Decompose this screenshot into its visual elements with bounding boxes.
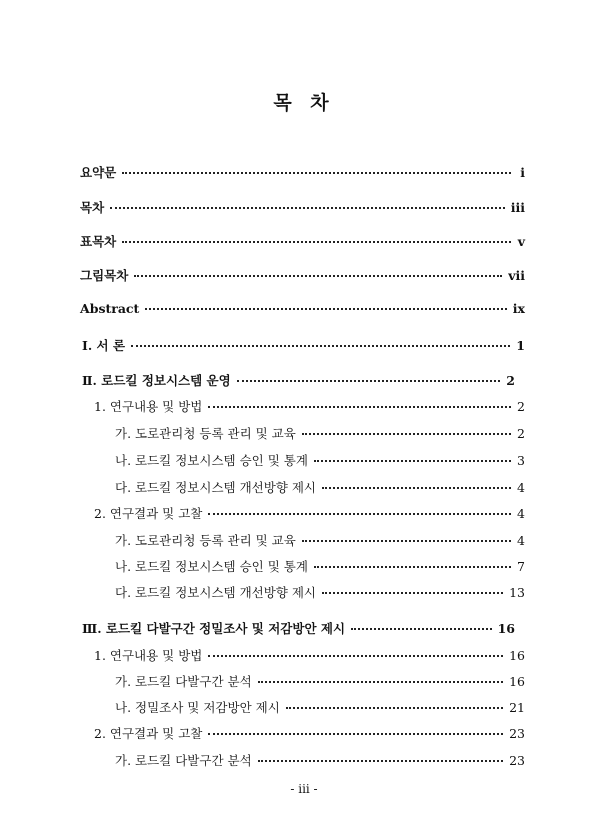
dot-leader — [122, 172, 511, 174]
toc-entry[interactable] — [115, 451, 525, 469]
toc-entry[interactable] — [82, 619, 515, 637]
page-title: 목 차 — [273, 92, 335, 114]
toc-entry[interactable] — [115, 478, 525, 496]
toc-entry-page: ix — [512, 301, 525, 316]
toc-entry-page: 2 — [506, 373, 515, 388]
toc-entry-label: 표목차 — [80, 234, 117, 249]
toc-entry-page: iii — [510, 200, 525, 215]
toc-entry[interactable] — [115, 557, 525, 575]
toc-entry-label: 2. 연구결과 및 고찰 — [94, 506, 203, 521]
toc-entry-page: 2 — [517, 399, 525, 414]
toc-entry[interactable] — [115, 751, 525, 769]
toc-entry-label: 나. 로드킬 정보시스템 승인 및 통계 — [115, 453, 308, 468]
dot-leader — [314, 460, 511, 462]
toc-entry-page: 3 — [517, 453, 525, 468]
toc-entry-page: 16 — [509, 648, 525, 663]
toc-entry[interactable] — [94, 724, 525, 742]
toc-entry-label: 가. 도로관리청 등록 관리 및 교육 — [115, 533, 296, 548]
toc-entry-label: Ⅰ. 서 론 — [82, 338, 126, 353]
toc-entry[interactable] — [80, 232, 525, 250]
toc-entry[interactable] — [94, 504, 525, 522]
toc-entry-label: 2. 연구결과 및 고찰 — [94, 726, 203, 741]
dot-leader — [322, 592, 503, 594]
toc-entry-page: 4 — [517, 480, 525, 495]
toc-entry-label: Ⅱ. 로드킬 정보시스템 운영 — [82, 373, 231, 388]
toc-entry-page: i — [520, 165, 525, 180]
dot-leader — [208, 406, 511, 408]
toc-entry-label: 가. 도로관리청 등록 관리 및 교육 — [115, 426, 296, 441]
toc-entry-label: 그림목차 — [80, 268, 129, 283]
dot-leader — [208, 513, 511, 515]
toc-entry[interactable] — [80, 301, 525, 319]
dot-leader — [122, 241, 511, 243]
toc-entry-page: 7 — [517, 559, 525, 574]
page-number-footer: - iii - — [290, 782, 318, 796]
toc-entry-page: vii — [508, 268, 525, 283]
dot-leader — [145, 308, 506, 310]
toc-entry[interactable] — [80, 198, 525, 216]
dot-leader — [258, 760, 503, 762]
dot-leader — [134, 275, 502, 277]
toc-entry[interactable] — [80, 266, 525, 284]
dot-leader — [237, 380, 501, 382]
toc-entry-page: 23 — [509, 726, 525, 741]
dot-leader — [131, 345, 510, 347]
toc-entry-label: 가. 로드킬 다발구간 분석 — [115, 753, 252, 768]
toc-entry-label: 다. 로드킬 정보시스템 개선방향 제시 — [115, 585, 316, 600]
toc-entry-label: 요약문 — [80, 165, 117, 180]
toc-entry-label: 1. 연구내용 및 방법 — [94, 648, 203, 663]
toc-entry[interactable] — [115, 698, 525, 716]
toc-entry[interactable] — [115, 531, 525, 549]
toc-entry-label: Ⅲ. 로드킬 다발구간 정밀조사 및 저감방안 제시 — [82, 621, 346, 636]
toc-entry-page: 1 — [516, 338, 525, 353]
toc-entry-label: 목차 — [80, 200, 105, 215]
toc-entry-page: 2 — [517, 426, 525, 441]
dot-leader — [322, 487, 511, 489]
toc-entry-label: 가. 로드킬 다발구간 분석 — [115, 674, 252, 689]
dot-leader — [351, 628, 492, 630]
dot-leader — [208, 655, 503, 657]
dot-leader — [302, 540, 511, 542]
toc-entry[interactable] — [94, 646, 525, 664]
dot-leader — [110, 207, 505, 209]
dot-leader — [286, 707, 503, 709]
toc-entry[interactable] — [82, 371, 515, 389]
dot-leader — [314, 566, 511, 568]
toc-entry-label: 1. 연구내용 및 방법 — [94, 399, 203, 414]
toc-entry-page: 23 — [509, 753, 525, 768]
toc-entry-page: v — [517, 234, 525, 249]
dot-leader — [258, 681, 503, 683]
dot-leader — [302, 433, 511, 435]
toc-entry-page: 4 — [517, 506, 525, 521]
dot-leader — [208, 733, 503, 735]
toc-entry[interactable] — [94, 397, 525, 415]
toc-entry[interactable] — [115, 583, 525, 601]
toc-entry[interactable] — [115, 424, 525, 442]
toc-entry-label: 나. 로드킬 정보시스템 승인 및 통계 — [115, 559, 308, 574]
toc-entry-label: 다. 로드킬 정보시스템 개선방향 제시 — [115, 480, 316, 495]
toc-entry-page: 16 — [497, 621, 515, 636]
toc-entry-page: 4 — [517, 533, 525, 548]
toc-entry-label: Abstract — [80, 301, 140, 316]
toc-entry[interactable] — [82, 336, 525, 354]
toc-entry-page: 21 — [509, 700, 525, 715]
toc-entry[interactable] — [80, 163, 525, 181]
toc-entry-page: 16 — [509, 674, 525, 689]
toc-entry-label: 나. 정밀조사 및 저감방안 제시 — [115, 700, 280, 715]
toc-entry[interactable] — [115, 672, 525, 690]
toc-entry-page: 13 — [509, 585, 525, 600]
